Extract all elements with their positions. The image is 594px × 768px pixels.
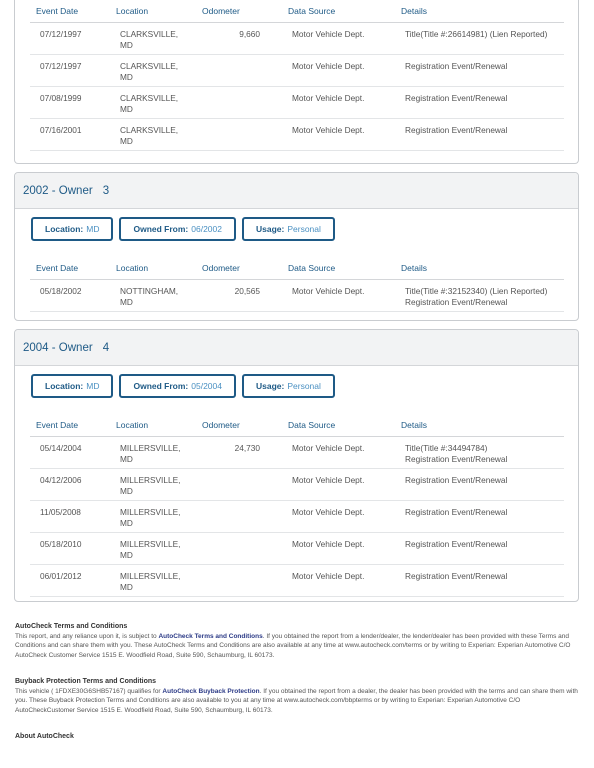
col-location: Location — [110, 257, 196, 280]
odometer — [196, 501, 282, 533]
details: Title(Title #:34494784) Registration Event/Renewal — [395, 437, 564, 469]
owner-number: 3 — [102, 184, 110, 197]
history-table — [30, 414, 564, 597]
owner-number: 4 — [102, 341, 110, 354]
data-source: Motor Vehicle Dept. — [282, 87, 395, 119]
owner-3-card — [14, 172, 579, 321]
data-source: Motor Vehicle Dept. — [282, 565, 395, 597]
owner-history-card-continued — [14, 0, 579, 164]
col-event-date: Event Date — [30, 257, 110, 280]
data-source: Motor Vehicle Dept. — [282, 55, 395, 87]
table-header-row — [30, 414, 564, 437]
data-source: Motor Vehicle Dept. — [282, 23, 395, 55]
location: MILLERSVILLE, MD — [110, 533, 196, 565]
owner-badges — [15, 209, 578, 241]
odometer — [196, 87, 282, 119]
owner-4-card — [14, 329, 579, 602]
terms-text: This report, and any reliance upon it, is subject to AutoCheck Terms and Conditions. If you obtained the report from a lender/dealer, the lender/dealer has been provided with these Terms and Conditions and can share them with you. These AutoCheck Terms and Conditions are also available at any time at www.autocheck.com/terms or by writing to Experian: Experian Automotive C/O AutoCheck Customer Service 1515 E. Woodfield Road, Suite 590, Schaumburg, IL 60173. — [15, 633, 571, 659]
table-row — [30, 533, 564, 565]
table-row — [30, 119, 564, 151]
event-date: 05/18/2002 — [30, 280, 110, 312]
odometer — [196, 565, 282, 597]
details: Registration Event/Renewal — [395, 533, 564, 565]
event-date: 05/18/2010 — [30, 533, 110, 565]
col-data-source: Data Source — [282, 414, 395, 437]
history-table — [30, 0, 564, 151]
buyback-text: This vehicle ( 1FDXE30G6SHB57167) qualifies for AutoCheck Buyback Protection. If you obtained the report from a dealer, the dealer has been provided with the terms and can share them with you. These Buyback Protection Terms and Conditions are also available to you at any time at www.autocheck.com/bbpterms or by writing to Experian: Experian Automotive C/O AutoCheckCustomer Service 1515 E. Woodfield Road, Suite 590, Schaumburg, IL 60173. — [15, 688, 578, 714]
col-odometer: Odometer — [196, 414, 282, 437]
location-badge: Location: MD — [31, 374, 113, 398]
col-location: Location — [110, 414, 196, 437]
col-data-source: Data Source — [282, 257, 395, 280]
data-source: Motor Vehicle Dept. — [282, 469, 395, 501]
odometer — [196, 533, 282, 565]
details: Registration Event/Renewal — [395, 469, 564, 501]
location: CLARKSVILLE, MD — [110, 55, 196, 87]
location: MILLERSVILLE, MD — [110, 437, 196, 469]
table-row — [30, 437, 564, 469]
details: Registration Event/Renewal — [395, 87, 564, 119]
table-row — [30, 55, 564, 87]
data-source: Motor Vehicle Dept. — [282, 280, 395, 312]
history-table — [30, 257, 564, 312]
location: MILLERSVILLE, MD — [110, 565, 196, 597]
table-row — [30, 87, 564, 119]
terms-link[interactable]: AutoCheck Terms and Conditions — [158, 633, 263, 641]
col-event-date: Event Date — [30, 0, 110, 23]
data-source: Motor Vehicle Dept. — [282, 437, 395, 469]
about-title: About AutoCheck — [15, 733, 74, 740]
event-date: 07/12/1997 — [30, 23, 110, 55]
odometer — [196, 119, 282, 151]
table-row — [30, 565, 564, 597]
table-row — [30, 280, 564, 312]
location: CLARKSVILLE, MD — [110, 119, 196, 151]
table-row — [30, 469, 564, 501]
event-date: 07/08/1999 — [30, 87, 110, 119]
col-odometer: Odometer — [196, 0, 282, 23]
table-header-row — [30, 257, 564, 280]
usage-badge: Usage: Personal — [242, 217, 335, 241]
event-date: 06/01/2012 — [30, 565, 110, 597]
data-source: Motor Vehicle Dept. — [282, 533, 395, 565]
table-row — [30, 23, 564, 55]
col-details: Details — [395, 414, 564, 437]
location: MILLERSVILLE, MD — [110, 469, 196, 501]
col-data-source: Data Source — [282, 0, 395, 23]
col-details: Details — [395, 0, 564, 23]
owned-from-badge: Owned From: 06/2002 — [119, 217, 236, 241]
details: Registration Event/Renewal — [395, 119, 564, 151]
owned-from-badge: Owned From: 05/2004 — [119, 374, 236, 398]
owner-header — [15, 330, 578, 366]
location: CLARKSVILLE, MD — [110, 87, 196, 119]
event-date: 07/16/2001 — [30, 119, 110, 151]
autocheck-terms-section — [15, 622, 581, 660]
details: Title(Title #:26614981) (Lien Reported) — [395, 23, 564, 55]
location: CLARKSVILLE, MD — [110, 23, 196, 55]
owner-title: 2002 - Owner — [23, 184, 93, 197]
odometer: 20,565 — [196, 280, 282, 312]
usage-badge: Usage: Personal — [242, 374, 335, 398]
location: MILLERSVILLE, MD — [110, 501, 196, 533]
col-odometer: Odometer — [196, 257, 282, 280]
col-location: Location — [110, 0, 196, 23]
odometer: 24,730 — [196, 437, 282, 469]
details: Registration Event/Renewal — [395, 501, 564, 533]
odometer — [196, 55, 282, 87]
event-date: 07/12/1997 — [30, 55, 110, 87]
details: Registration Event/Renewal — [395, 55, 564, 87]
buyback-link[interactable]: AutoCheck Buyback Protection — [162, 688, 260, 696]
event-date: 05/14/2004 — [30, 437, 110, 469]
location-badge: Location: MD — [31, 217, 113, 241]
table-row — [30, 501, 564, 533]
data-source: Motor Vehicle Dept. — [282, 501, 395, 533]
buyback-terms-section — [15, 677, 581, 715]
owner-badges — [15, 366, 578, 398]
event-date: 04/12/2006 — [30, 469, 110, 501]
buyback-title: Buyback Protection Terms and Conditions — [15, 678, 157, 685]
event-date: 11/05/2008 — [30, 501, 110, 533]
col-details: Details — [395, 257, 564, 280]
location: NOTTINGHAM, MD — [110, 280, 196, 312]
odometer: 9,660 — [196, 23, 282, 55]
about-section — [15, 732, 581, 742]
col-event-date: Event Date — [30, 414, 110, 437]
details: Title(Title #:32152340) (Lien Reported) Registration Event/Renewal — [395, 280, 564, 312]
data-source: Motor Vehicle Dept. — [282, 119, 395, 151]
table-header-row — [30, 0, 564, 23]
details: Registration Event/Renewal — [395, 565, 564, 597]
odometer — [196, 469, 282, 501]
owner-header — [15, 173, 578, 209]
owner-title: 2004 - Owner — [23, 341, 93, 354]
terms-title: AutoCheck Terms and Conditions — [15, 623, 128, 630]
